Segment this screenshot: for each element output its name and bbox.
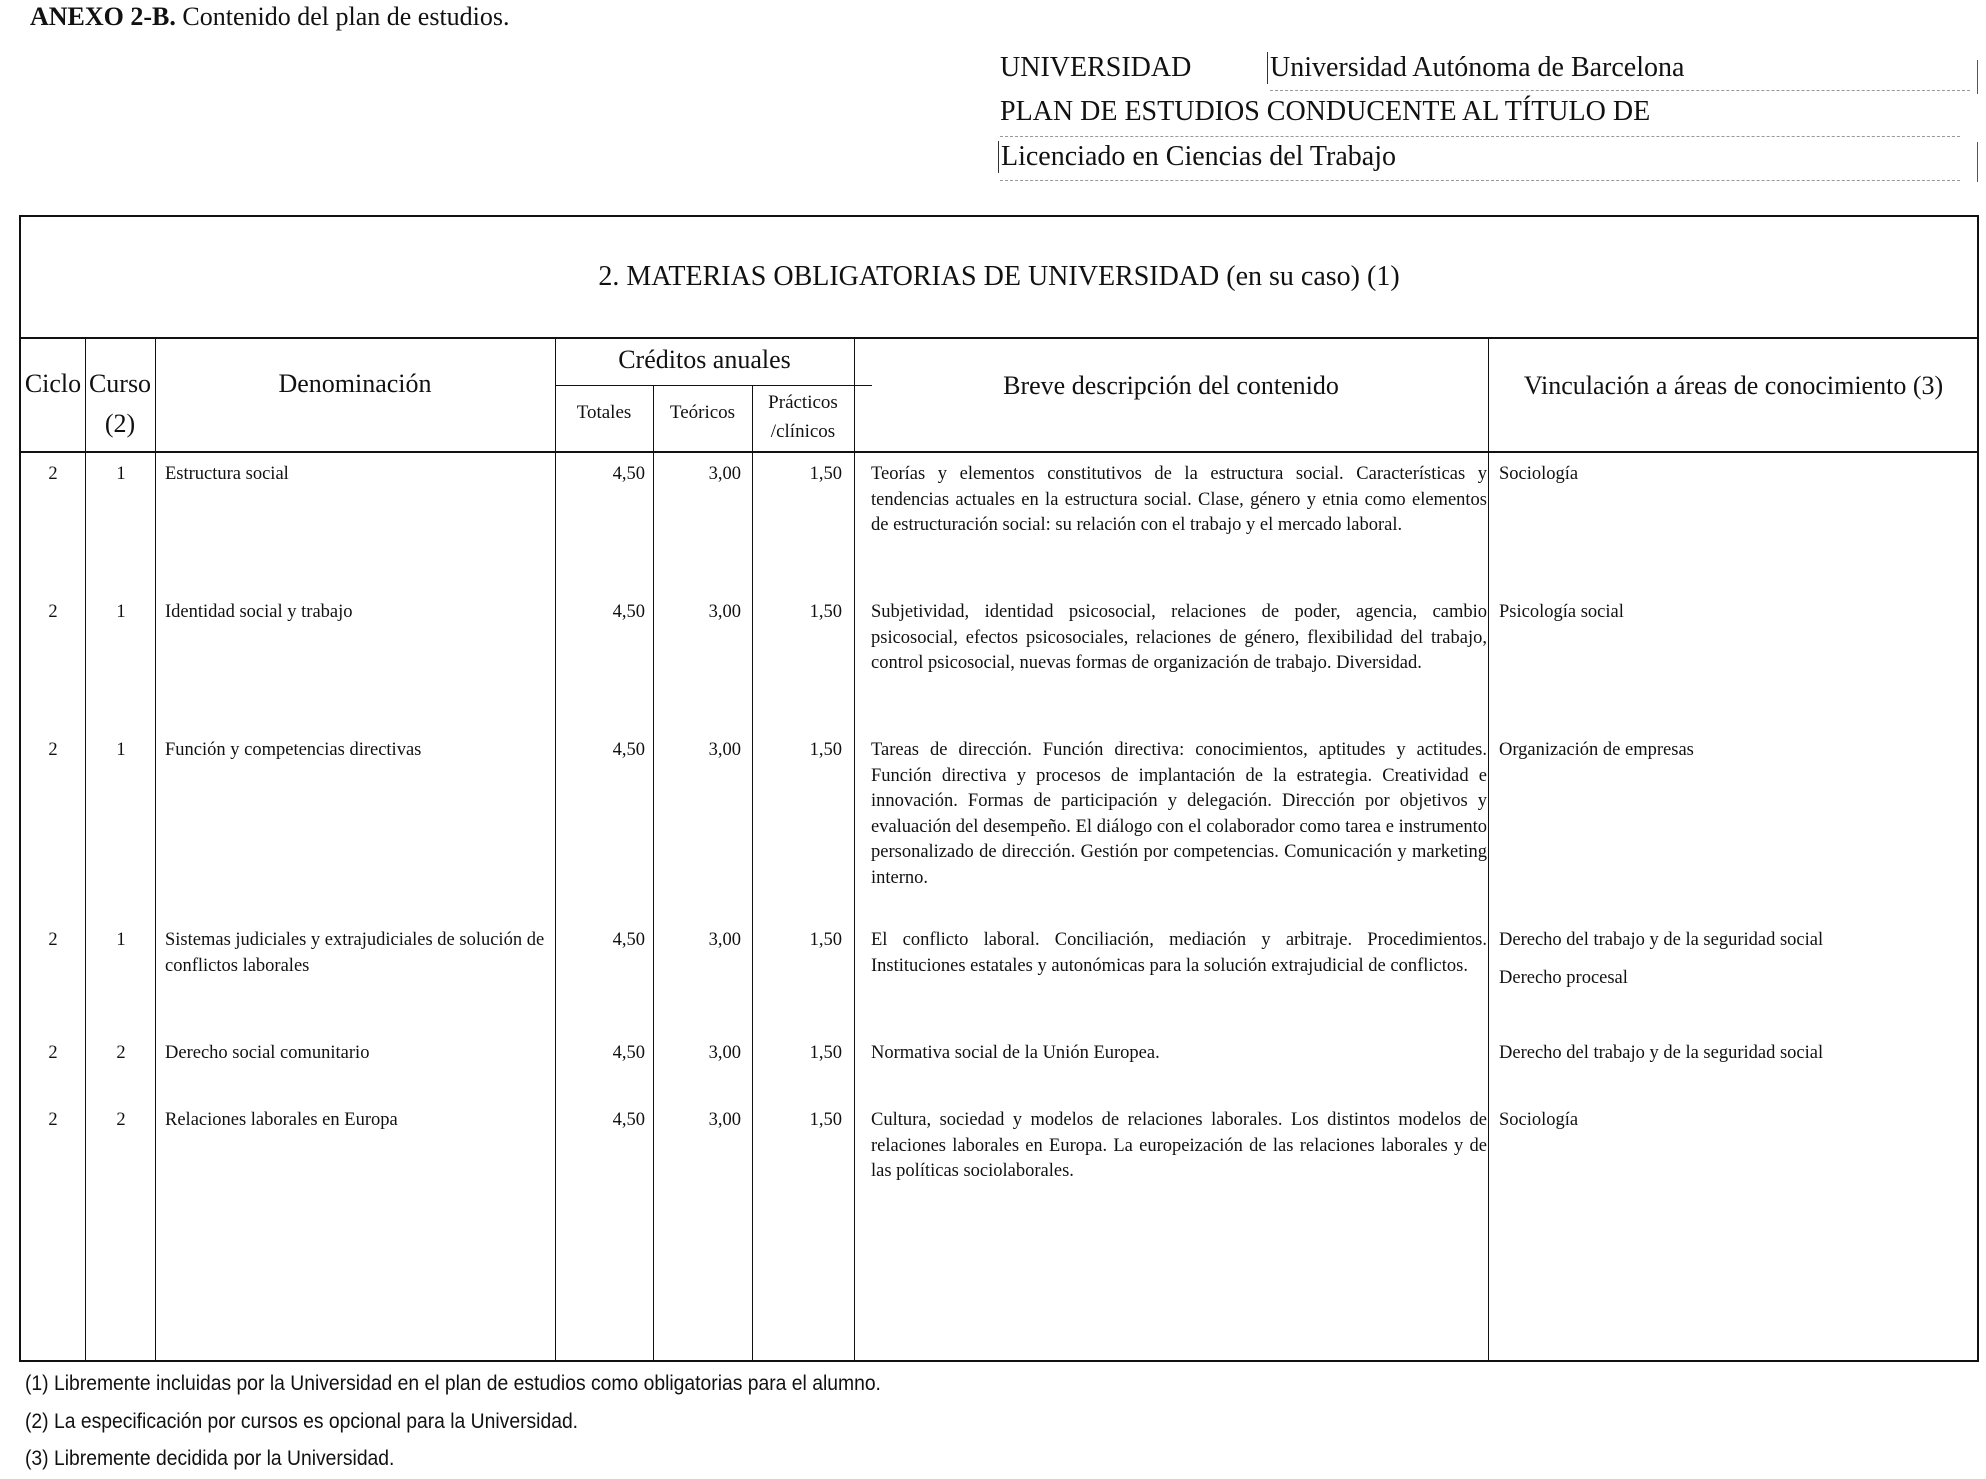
cell-teoricos: 3,00 — [708, 930, 741, 950]
cell-totales: 4,50 — [612, 1043, 645, 1063]
cell-ciclo: 2 — [48, 1043, 58, 1063]
column-line — [752, 385, 753, 1360]
cell-teoricos: 3,00 — [708, 740, 741, 760]
footnote-1: (1) Libremente incluidas por la Universidad en el plan de estudios como obligatorias para el alumno. — [25, 1372, 881, 1395]
cell-teoricos: 3,00 — [708, 1110, 741, 1130]
cell-descripcion: Normativa social de la Unión Europea. — [871, 1043, 1160, 1063]
cell-practicos: 1,50 — [809, 930, 842, 950]
column-line — [1488, 337, 1489, 1360]
cell-practicos: 1,50 — [809, 740, 842, 760]
cell-descripcion: Subjetividad, identidad psicosocial, relaciones de poder, agencia, cambio psicosocial, efectos psicosociales, relaciones de género, flexibilidad del trabajo, control psicosocial, nuevas formas de organización de trabajo. Diversidad. — [871, 602, 1487, 673]
cell-descripcion: Teorías y elementos constitutivos de la estructura social. Características y tendencias actuales en la estructura social. Clase, género y etnia como elementos de estructuración social: su relación con el trabajo y el mercado laboral. — [871, 464, 1487, 535]
area-item: Organización de empresas — [1499, 740, 1694, 760]
cell-descripcion: Cultura, sociedad y modelos de relaciones laborales. Los distintos modelos de relaciones laborales en Europa. La europeización de las relaciones laborales y de las políticas sociolaborales. — [871, 1110, 1487, 1181]
cell-areas — [1499, 738, 1969, 764]
degree-underline — [1000, 180, 1960, 181]
cell-curso: 2 — [116, 1043, 126, 1063]
cell-denominacion: Función y competencias directivas — [165, 740, 422, 760]
cell-denominacion: Sistemas judiciales y extrajudiciales de solución de conflictos laborales — [165, 930, 545, 976]
header-creditos: Créditos anuales — [618, 345, 791, 374]
cell-teoricos: 3,00 — [708, 602, 741, 622]
plan-underline — [1000, 136, 1960, 137]
cell-denominacion: Derecho social comunitario — [165, 1043, 370, 1063]
cell-totales: 4,50 — [612, 930, 645, 950]
cell-areas — [1499, 1041, 1969, 1067]
cell-ciclo: 2 — [48, 464, 58, 484]
header-totales: Totales — [576, 402, 632, 423]
title-divider — [21, 337, 1977, 339]
universidad-underline — [1270, 90, 1970, 91]
cell-denominacion: Identidad social y trabajo — [165, 602, 353, 622]
column-line — [85, 337, 86, 1360]
table-title: 2. MATERIAS OBLIGATORIAS DE UNIVERSIDAD (en su caso) (1) — [598, 261, 1400, 292]
header-curso-note: (2) — [104, 409, 136, 438]
cell-ciclo: 2 — [48, 930, 58, 950]
cell-ciclo: 2 — [48, 1110, 58, 1130]
cell-practicos: 1,50 — [809, 1043, 842, 1063]
cell-areas — [1499, 462, 1969, 488]
cell-practicos: 1,50 — [809, 602, 842, 622]
header-practicos: Prácticos — [768, 392, 838, 413]
creditos-divider — [555, 385, 872, 386]
cell-areas — [1499, 928, 1969, 991]
area-item: Derecho del trabajo y de la seguridad social — [1499, 1043, 1824, 1063]
header-vinculacion: Vinculación a áreas de conocimiento (3) — [1523, 371, 1944, 400]
cell-denominacion: Estructura social — [165, 464, 289, 484]
cell-curso: 1 — [116, 464, 126, 484]
header-right-tick — [1977, 142, 1978, 182]
cell-teoricos: 3,00 — [708, 1043, 741, 1063]
degree-title: Licenciado en Ciencias del Trabajo — [998, 141, 1396, 173]
plan-label: PLAN DE ESTUDIOS CONDUCENTE AL TÍTULO DE — [1000, 96, 1651, 127]
area-item: Sociología — [1499, 1110, 1579, 1130]
cell-curso: 1 — [116, 602, 126, 622]
footnote-3: (3) Libremente decidida por la Universidad. — [25, 1447, 395, 1470]
column-line — [854, 337, 855, 1360]
header-curso: Curso — [88, 369, 152, 398]
column-line — [653, 385, 654, 1360]
universidad-value: Universidad Autónoma de Barcelona — [1267, 52, 1684, 84]
area-item: Derecho del trabajo y de la seguridad social — [1499, 930, 1824, 950]
annex-heading — [30, 2, 510, 32]
subjects-table — [19, 215, 1979, 1362]
header-teoricos: Teóricos — [669, 402, 736, 423]
header-descripcion: Breve descripción del contenido — [1003, 371, 1339, 400]
header-clinicos: /clínicos — [770, 421, 836, 442]
cell-practicos: 1,50 — [809, 1110, 842, 1130]
column-line — [555, 337, 556, 1360]
area-item: Sociología — [1499, 464, 1579, 484]
universidad-label: UNIVERSIDAD — [1000, 52, 1192, 83]
cell-totales: 4,50 — [612, 740, 645, 760]
column-line — [155, 337, 156, 1360]
cell-curso: 1 — [116, 930, 126, 950]
cell-curso: 1 — [116, 740, 126, 760]
cell-totales: 4,50 — [612, 1110, 645, 1130]
cell-descripcion: Tareas de dirección. Función directiva: conocimientos, aptitudes y actitudes. Función directiva y procesos de implantación de la estrategia. Creatividad e innovación. Formas de participación y delegación. Dirección por objetivos y evaluación del desempeño. El diálogo con el colaborador como tarea e instrumento personalizado de dirección. Gestión por competencias. Comunicación y marketing interno. — [871, 740, 1487, 888]
cell-practicos: 1,50 — [809, 464, 842, 484]
cell-curso: 2 — [116, 1110, 126, 1130]
cell-totales: 4,50 — [612, 602, 645, 622]
cell-totales: 4,50 — [612, 464, 645, 484]
cell-teoricos: 3,00 — [708, 464, 741, 484]
cell-areas — [1499, 600, 1969, 626]
header-right-tick — [1977, 60, 1978, 94]
area-item: Derecho procesal — [1499, 967, 1628, 988]
area-item: Psicología social — [1499, 602, 1624, 622]
cell-ciclo: 2 — [48, 740, 58, 760]
cell-descripcion: El conflicto laboral. Conciliación, mediación y arbitraje. Procedimientos. Instituciones estatales y autonómicas para la solución extrajudicial de conflictos. — [871, 930, 1487, 976]
cell-denominacion: Relaciones laborales en Europa — [165, 1110, 398, 1130]
cell-areas — [1499, 1108, 1969, 1134]
header-denominacion: Denominación — [278, 369, 432, 398]
header-ciclo: Ciclo — [24, 369, 82, 398]
cell-ciclo: 2 — [48, 602, 58, 622]
header-divider — [21, 451, 1977, 453]
annex-label: ANEXO 2-B. — [30, 2, 176, 31]
footnote-2: (2) La especificación por cursos es opcional para la Universidad. — [25, 1410, 579, 1433]
annex-text: Contenido del plan de estudios. — [182, 2, 510, 31]
